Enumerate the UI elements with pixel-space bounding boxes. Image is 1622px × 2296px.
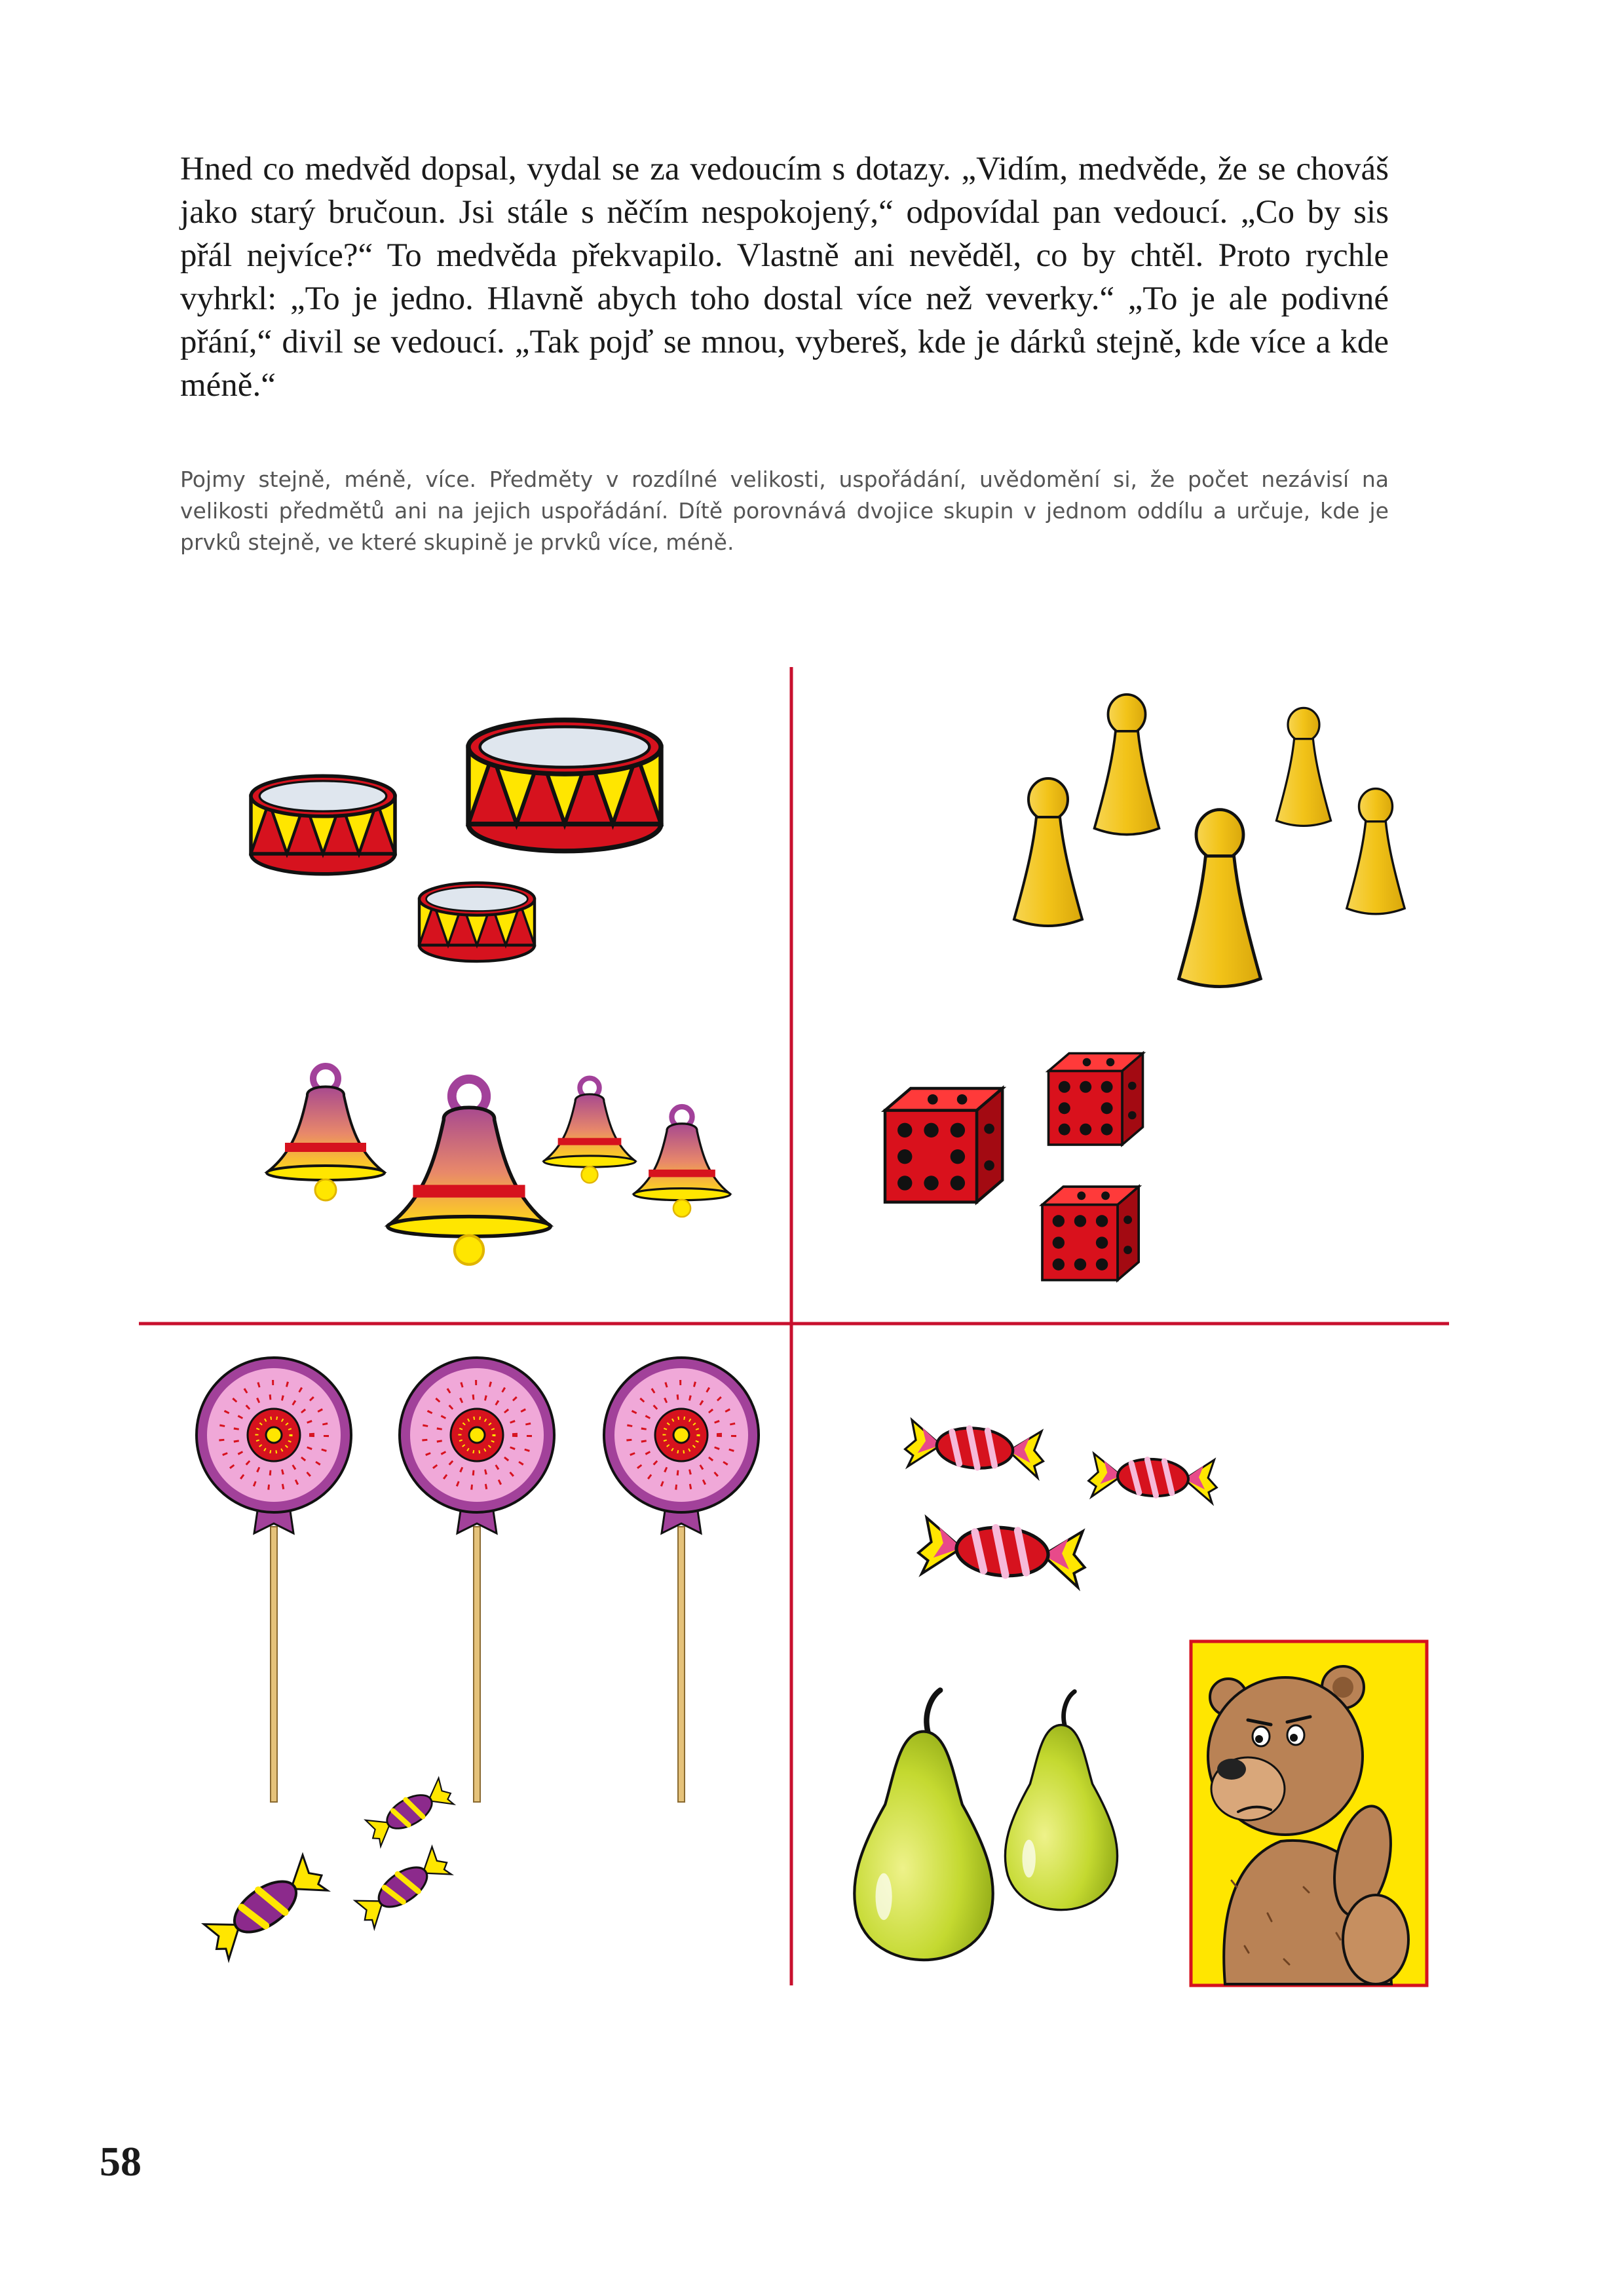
page-number: 58 — [100, 2138, 141, 2185]
pawn-icon — [1276, 708, 1330, 826]
pear-icon — [1005, 1692, 1117, 1910]
drum-icon — [468, 720, 661, 851]
candy-icon — [903, 1419, 1046, 1478]
instruction-text: Pojmy stejně, méně, více. Předměty v rozdílné velikosti, uspořádání, uvědomění si, že počet nezávisí na velikosti předmětů ani na jejich uspořádání. Dítě porovnává dvojice skupin v jednom oddílu a určuje, kde je prvků stejně, ve které skupině je prvků více, méně. — [180, 467, 1389, 555]
die-icon — [1042, 1187, 1139, 1280]
die-group — [885, 1054, 1143, 1280]
candy-icon — [1087, 1453, 1218, 1503]
story-text: Hned co medvěd dopsal, vydal se za vedoucím s dotazy. „Vidím, medvěde, že se chováš jako starý bručoun. Jsi stále s něčím nespokojený,“ odpovídal pan vedoucí. „Co by sis přál nejvíce?“ To medvěda překvapilo. Vlastně ani nevěděl, co by chtěl. Proto rychle vyhrkl: „To je jedno. Hlavně abych toho dostal více než veverky.“ „To je ale podivné přání,“ divil se vedoucí. „Tak pojď se mnou, vybereš, kde je dárků stejně, kde více a kde méně.“ — [180, 151, 1389, 404]
pawn-group — [1014, 695, 1405, 987]
pear-icon — [854, 1691, 993, 1961]
drum-icon — [251, 776, 395, 874]
bell-icon — [544, 1078, 635, 1183]
lollipop-icon — [400, 1358, 554, 1802]
bell-icon — [633, 1107, 730, 1217]
pear-group — [854, 1691, 1117, 1961]
candy-group — [903, 1419, 1218, 1588]
candy-group — [200, 1776, 456, 1962]
lollipop-icon — [604, 1358, 759, 1802]
candy-icon — [352, 1845, 454, 1930]
lollipop-icon — [197, 1358, 351, 1802]
pawn-icon — [1095, 695, 1160, 835]
candy-icon — [200, 1853, 330, 1962]
candy-icon — [363, 1776, 456, 1848]
lollipop-group — [197, 1358, 759, 1802]
drum-group — [251, 720, 661, 961]
candy-icon — [916, 1517, 1087, 1588]
die-icon — [1049, 1054, 1143, 1145]
bear-picture — [1191, 1641, 1427, 1985]
bell-group — [267, 1066, 730, 1265]
pawn-icon — [1347, 789, 1405, 914]
bell-icon — [388, 1079, 550, 1265]
pawn-icon — [1014, 778, 1082, 926]
die-icon — [885, 1088, 1002, 1202]
pawn-icon — [1179, 810, 1261, 987]
drum-icon — [419, 883, 535, 961]
bell-icon — [267, 1066, 385, 1200]
